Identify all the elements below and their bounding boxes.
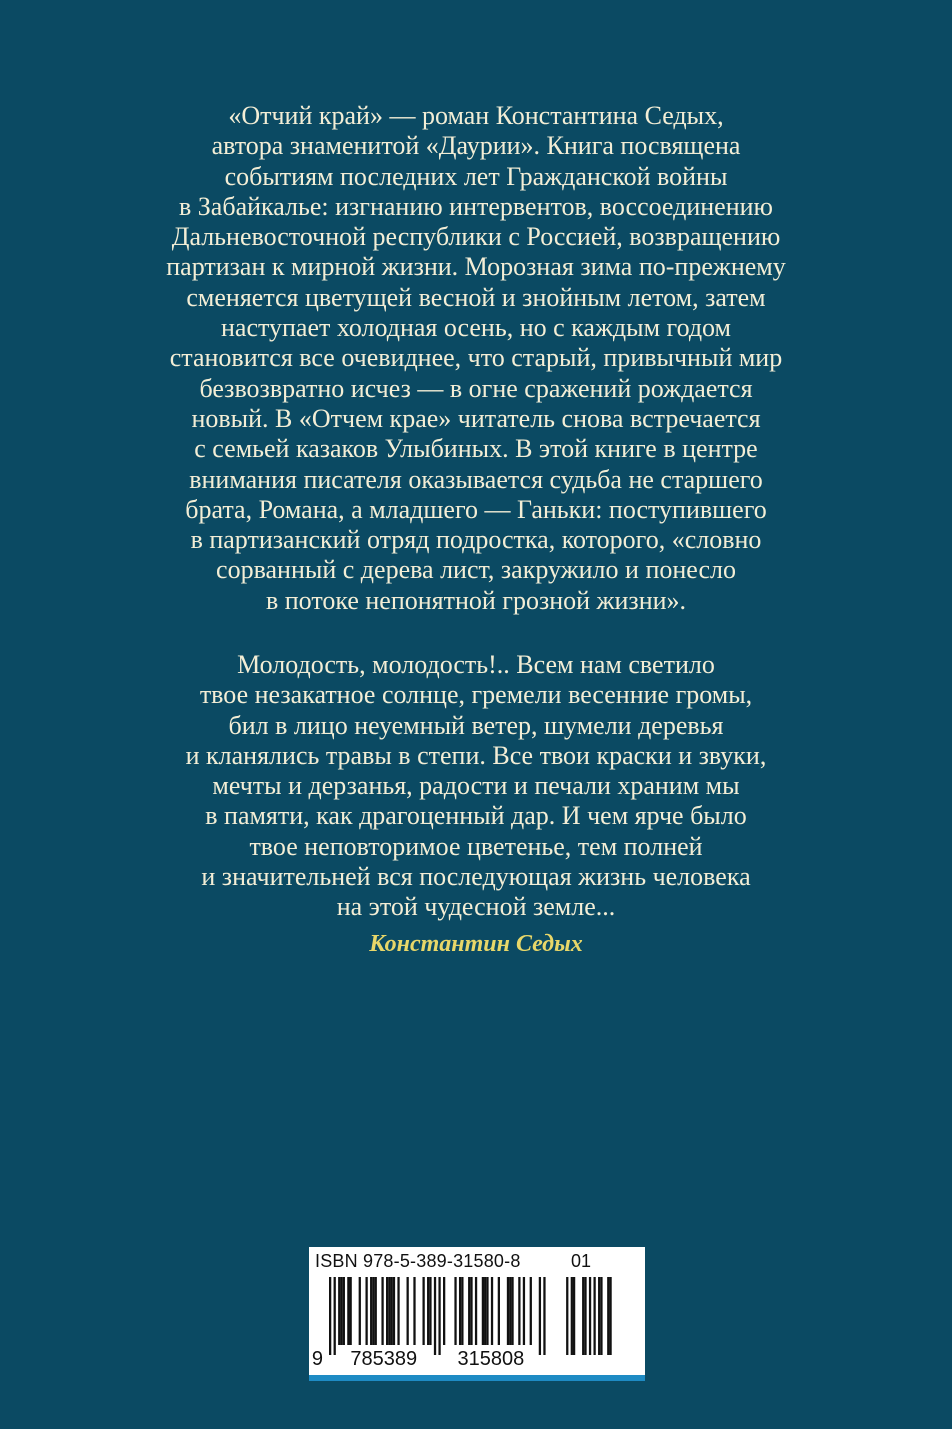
quote-line: и кланялись травы в степи. Все твои краски и звуки,	[185, 740, 767, 770]
barcode-bar	[454, 1277, 456, 1345]
barcode-bar	[338, 1277, 340, 1345]
annotation-line: в партизанский отряд подростка, которого, «словно	[190, 525, 762, 555]
quote-line: Молодость, молодость!.. Всем нам светило	[237, 650, 715, 679]
annotation-line: безвозвратно исчез — в огне сражений рождается	[199, 373, 753, 403]
annotation-line: с семьей казаков Улыбиных. В этой книге в центре	[194, 434, 758, 464]
barcode-bar	[427, 1277, 429, 1345]
annotation-line: становится все очевиднее, что старый, привычный мир	[169, 343, 783, 373]
barcode-bar	[459, 1277, 461, 1345]
addon-bar	[571, 1277, 573, 1355]
addon-bar	[582, 1277, 584, 1355]
barcode-bar	[443, 1277, 445, 1345]
barcode-bar	[329, 1277, 331, 1355]
barcode-bar	[347, 1277, 349, 1345]
barcode-bar	[511, 1277, 513, 1345]
addon-bar	[566, 1277, 568, 1355]
barcode-bar	[429, 1277, 431, 1345]
barcode-bar	[343, 1277, 345, 1345]
isbn-barcode	[309, 1247, 645, 1375]
barcode-bar	[434, 1277, 436, 1355]
barcode-bar	[507, 1277, 509, 1345]
addon-bar	[609, 1277, 611, 1355]
barcode-bar	[386, 1277, 388, 1345]
barcode-bar	[491, 1277, 493, 1345]
barcode-bar	[475, 1277, 477, 1345]
ean-left-digits: 785389	[350, 1348, 418, 1370]
quote-line: мечты и дерзанья, радости и печали храним мы	[212, 771, 740, 801]
barcode-bar	[523, 1277, 525, 1345]
ean-right-digits: 315808	[457, 1348, 525, 1370]
barcode-bar	[486, 1277, 488, 1345]
barcode-bar	[422, 1277, 424, 1345]
annotation-text	[96, 101, 856, 616]
barcode-bar	[391, 1277, 393, 1345]
annotation-line: брата, Романа, а младшего — Ганьки: поступившего	[185, 494, 767, 524]
addon-bar	[593, 1277, 595, 1355]
quote-line: твое незакатное солнце, гремели весенние громы,	[199, 680, 753, 710]
barcode-bar	[461, 1277, 463, 1345]
annotation-line: партизан к мирной жизни. Морозная зима по-прежнему	[166, 252, 786, 282]
barcode-bar	[438, 1277, 440, 1355]
barcode-accent-stripe	[309, 1375, 645, 1381]
barcode-bar	[470, 1277, 472, 1345]
barcode-bar	[393, 1277, 395, 1345]
barcode-bar	[407, 1277, 409, 1345]
annotation-line: «Отчий край» — роман Константина Седых,	[228, 101, 724, 130]
addon-bar	[573, 1277, 575, 1355]
barcode-bar	[397, 1277, 399, 1345]
barcode-bar	[413, 1277, 415, 1345]
addon-bar	[598, 1277, 600, 1355]
author-quote	[96, 650, 856, 923]
barcode-bar	[518, 1277, 520, 1345]
addon-bar	[607, 1277, 609, 1355]
barcode-bar	[375, 1277, 377, 1345]
barcode-bar	[498, 1277, 500, 1345]
ean-first-digit: 9	[311, 1348, 323, 1370]
annotation-line: внимания писателя оказывается судьба не старшего	[189, 464, 763, 494]
barcode-bar	[340, 1277, 342, 1345]
barcode-bar	[530, 1277, 532, 1345]
annotation-line: новый. В «Отчем крае» читатель снова встречается	[191, 403, 761, 433]
quote-line: в памяти, как драгоценный дар. И чем ярче было	[205, 801, 747, 831]
barcode-bar	[334, 1277, 336, 1355]
barcode-bar	[468, 1277, 470, 1345]
addon-bar	[584, 1277, 586, 1355]
quote-line: твое неповторимое цветенье, тем полней	[249, 831, 703, 861]
barcode-bar	[370, 1277, 372, 1345]
isbn-label: ISBN 978-5-389-31580-8	[315, 1251, 521, 1271]
addon-label: 01	[571, 1251, 592, 1271]
annotation-line: событиям последних лет Гражданской войны	[224, 161, 728, 191]
barcode-bar	[509, 1277, 511, 1345]
quote-line: и значительней вся последующая жизнь человека	[201, 862, 751, 892]
annotation-line: наступает холодная осень, но с каждым годом	[220, 313, 732, 343]
annotation-line: сорванный с дерева лист, закружило и понесло	[216, 555, 736, 585]
quote-signature: Константин Седых	[369, 931, 583, 957]
annotation-line: автора знаменитой «Даурии». Книга посвящена	[211, 131, 741, 161]
annotation-line: Дальневосточной республики с Россией, возвращению	[171, 222, 781, 252]
barcode-bar	[359, 1277, 361, 1345]
barcode-bar	[365, 1277, 367, 1345]
barcode-bar	[372, 1277, 374, 1345]
barcode-bar	[381, 1277, 383, 1345]
annotation-line: в потоке непонятной грозной жизни».	[265, 585, 687, 615]
annotation-line: сменяется цветущей весной и знойным летом, затем	[186, 282, 766, 312]
barcode-bar	[543, 1277, 545, 1355]
barcode-bar	[539, 1277, 541, 1355]
barcode-bar	[350, 1277, 352, 1345]
quote-line: бил в лицо неуемный ветер, шумели деревья	[228, 710, 724, 740]
barcode-bar	[482, 1277, 484, 1345]
addon-bar	[600, 1277, 602, 1355]
barcode-bar	[388, 1277, 390, 1345]
addon-bar	[589, 1277, 591, 1355]
barcode-bar	[484, 1277, 486, 1345]
annotation-line: в Забайкалье: изгнанию интервентов, воссоединению	[179, 191, 773, 221]
quote-line: на этой чудесной земле...	[336, 892, 616, 922]
